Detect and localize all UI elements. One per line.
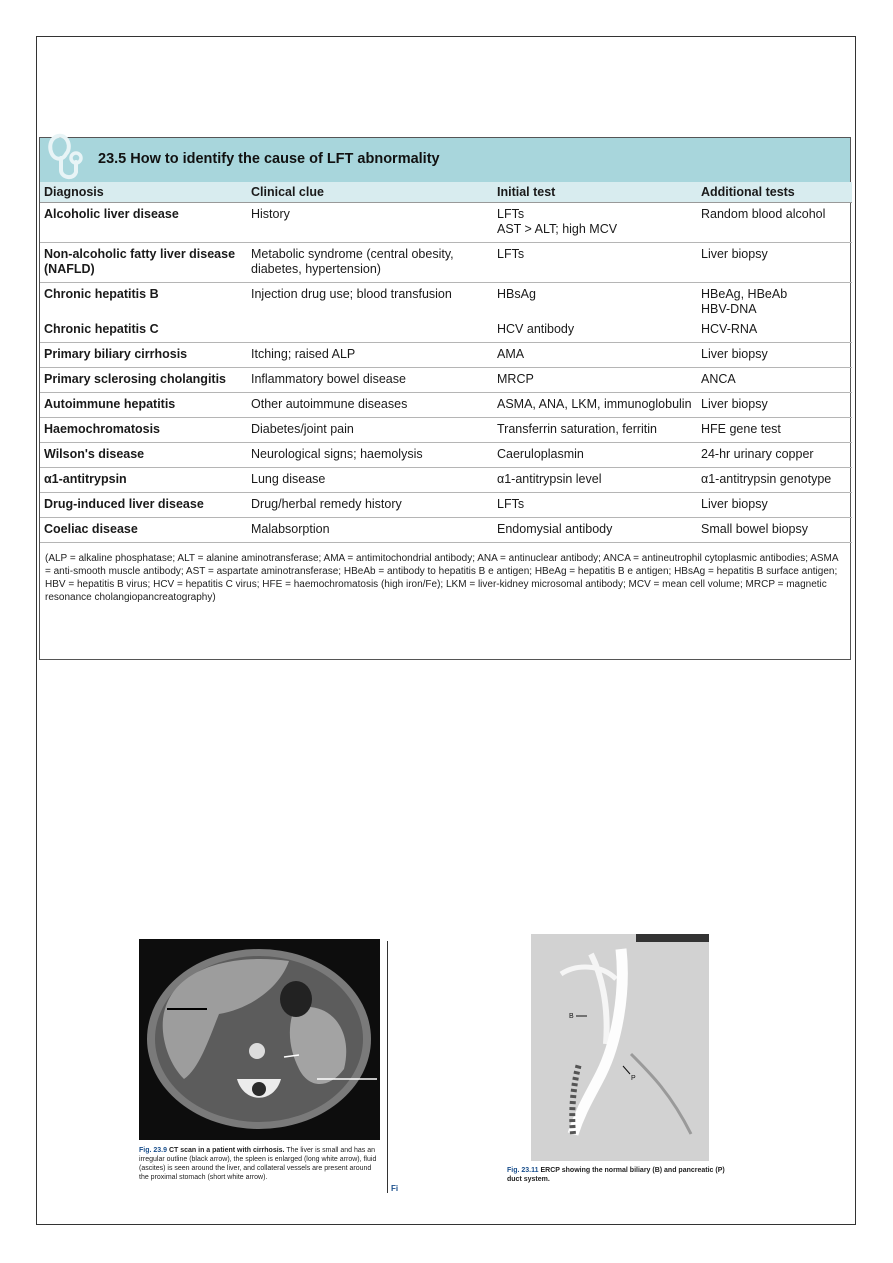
- table-cell-dx: Chronic hepatitis B: [44, 287, 159, 301]
- ercp-image: [531, 934, 709, 1161]
- table-cell-clue: Malabsorption: [247, 518, 493, 543]
- figure-text: The liver is small and has an irregular outline (black arrow), the spleen is enlarged (long white arrow), fluid (ascites) is seen around the liver, and collateral vessels are present around the proximal stomach (short white arrow).: [139, 1147, 377, 1181]
- table-cell-extra: Liver biopsy: [697, 343, 852, 368]
- figure-caption-left: [139, 1146, 379, 1182]
- table-cell-extra: HFE gene test: [697, 418, 852, 443]
- box-header: [40, 138, 850, 182]
- table-cell-clue: History: [247, 203, 493, 243]
- figure-label: Fig. 23.9: [139, 1147, 168, 1154]
- table-cell-dx: Alcoholic liver disease: [40, 203, 247, 243]
- figure-title: ERCP showing the normal biliary (B) and pancreatic (P) duct system.: [507, 1167, 725, 1183]
- table-cell-dx: Autoimmune hepatitis: [40, 393, 247, 418]
- table-cell-extra: Random blood alcohol: [697, 203, 852, 243]
- table-row: [40, 443, 852, 468]
- box-title: 23.5 How to identify the cause of LFT abnormality: [98, 151, 440, 167]
- table-row: [40, 518, 852, 543]
- table-cell-clue: Diabetes/joint pain: [247, 418, 493, 443]
- table-cell-dx: Chronic hepatitis C: [40, 318, 247, 343]
- truncated-fig-label: Fi: [391, 1184, 399, 1193]
- ct-scan-image: [139, 939, 380, 1140]
- table-row: [40, 243, 852, 283]
- table-cell-extra: ANCA: [697, 368, 852, 393]
- table-cell-extra: α1-antitrypsin genotype: [697, 468, 852, 493]
- table-cell-dx: α1-antitrypsin: [40, 468, 247, 493]
- table-row: [40, 393, 852, 418]
- table-cell-clue: Other autoimmune diseases: [247, 393, 493, 418]
- table-cell-dx: Non-alcoholic fatty liver disease (NAFLD): [40, 243, 247, 283]
- table-cell-extra: HBeAg, HBeAb HBV-DNA: [701, 287, 788, 316]
- marker-p: P: [631, 1075, 636, 1082]
- table-cell-extra: HCV-RNA: [697, 318, 852, 343]
- table-cell-dx: Coeliac disease: [40, 518, 247, 543]
- figure-divider: [387, 941, 388, 1193]
- info-box: [39, 137, 851, 660]
- table-cell-clue: Inflammatory bowel disease: [247, 368, 493, 393]
- table-cell-clue: Metabolic syndrome (central obesity, diabetes, hypertension): [247, 243, 493, 283]
- column-header: Initial test: [493, 182, 697, 203]
- table-cell-dx: Wilson's disease: [40, 443, 247, 468]
- table-cell-extra: Liver biopsy: [697, 493, 852, 518]
- lft-table: [40, 182, 852, 543]
- column-header: Additional tests: [697, 182, 852, 203]
- table-cell-initial: LFTs AST > ALT; high MCV: [493, 203, 697, 243]
- table-cell-initial: Endomysial antibody: [493, 518, 697, 543]
- table-row: [40, 283, 852, 319]
- table-cell-dx: Primary sclerosing cholangitis: [40, 368, 247, 393]
- table-cell-initial: HCV antibody: [493, 318, 697, 343]
- table-cell-clue: Injection drug use; blood transfusion: [251, 287, 452, 301]
- table-row: [40, 343, 852, 368]
- table-cell-dx: Primary biliary cirrhosis: [40, 343, 247, 368]
- table-cell-clue: Lung disease: [247, 468, 493, 493]
- table-footnote: (ALP = alkaline phosphatase; ALT = alanine aminotransferase; AMA = antimitochondrial antibody; ANA = antinuclear antibody; ANCA = antineutrophil cytoplasmic antibodies; ASMA = anti-smooth muscle antibody; AST = aspartate aminotransferase; HBeAb = antibody to hepatitis B e antigen; HBeAg = hepatitis B e antigen; HBsAg = hepatitis B surface antigen; HBV = hepatitis B virus; HCV = hepatitis C virus; HFE = haemochromatosis (high iron/Fe); LKM = liver-kidney microsomal antibody; MCV = mean cell volume; MRCP = magnetic resonance cholangiopancreatography): [45, 553, 838, 603]
- table-cell-initial: Caeruloplasmin: [493, 443, 697, 468]
- figure-label: Fig. 23.11: [507, 1167, 539, 1174]
- table-cell-initial: MRCP: [493, 368, 697, 393]
- table-cell-initial: HBsAg: [497, 287, 536, 301]
- table-cell-initial: α1-antitrypsin level: [493, 468, 697, 493]
- table-row: [40, 368, 852, 393]
- table-row: [40, 418, 852, 443]
- table-cell-extra: Liver biopsy: [697, 243, 852, 283]
- table-cell-dx: Drug-induced liver disease: [40, 493, 247, 518]
- table-cell-clue: Neurological signs; haemolysis: [247, 443, 493, 468]
- table-cell-initial: ASMA, ANA, LKM, immunoglobulin: [493, 393, 697, 418]
- table-row: [40, 318, 852, 343]
- table-cell-clue: [247, 318, 493, 343]
- table-cell-extra: Small bowel biopsy: [697, 518, 852, 543]
- column-header: Diagnosis: [40, 182, 247, 203]
- figure-title: CT scan in a patient with cirrhosis.: [168, 1147, 285, 1154]
- table-header-row: [40, 182, 852, 203]
- table-cell-initial: Transferrin saturation, ferritin: [493, 418, 697, 443]
- table-row: [40, 203, 852, 243]
- table-cell-extra: Liver biopsy: [697, 393, 852, 418]
- marker-b: B: [569, 1013, 574, 1020]
- table-cell-initial: AMA: [493, 343, 697, 368]
- table-cell-extra: 24-hr urinary copper: [697, 443, 852, 468]
- table-row: [40, 493, 852, 518]
- table-row: [40, 468, 852, 493]
- column-header: Clinical clue: [247, 182, 493, 203]
- table-cell-initial: LFTs: [493, 493, 697, 518]
- table-cell-initial: LFTs: [493, 243, 697, 283]
- figure-caption-right: [507, 1166, 737, 1184]
- stethoscope-icon: [44, 132, 92, 184]
- table-cell-clue: Itching; raised ALP: [247, 343, 493, 368]
- table-cell-dx: Haemochromatosis: [40, 418, 247, 443]
- table-cell-clue: Drug/herbal remedy history: [247, 493, 493, 518]
